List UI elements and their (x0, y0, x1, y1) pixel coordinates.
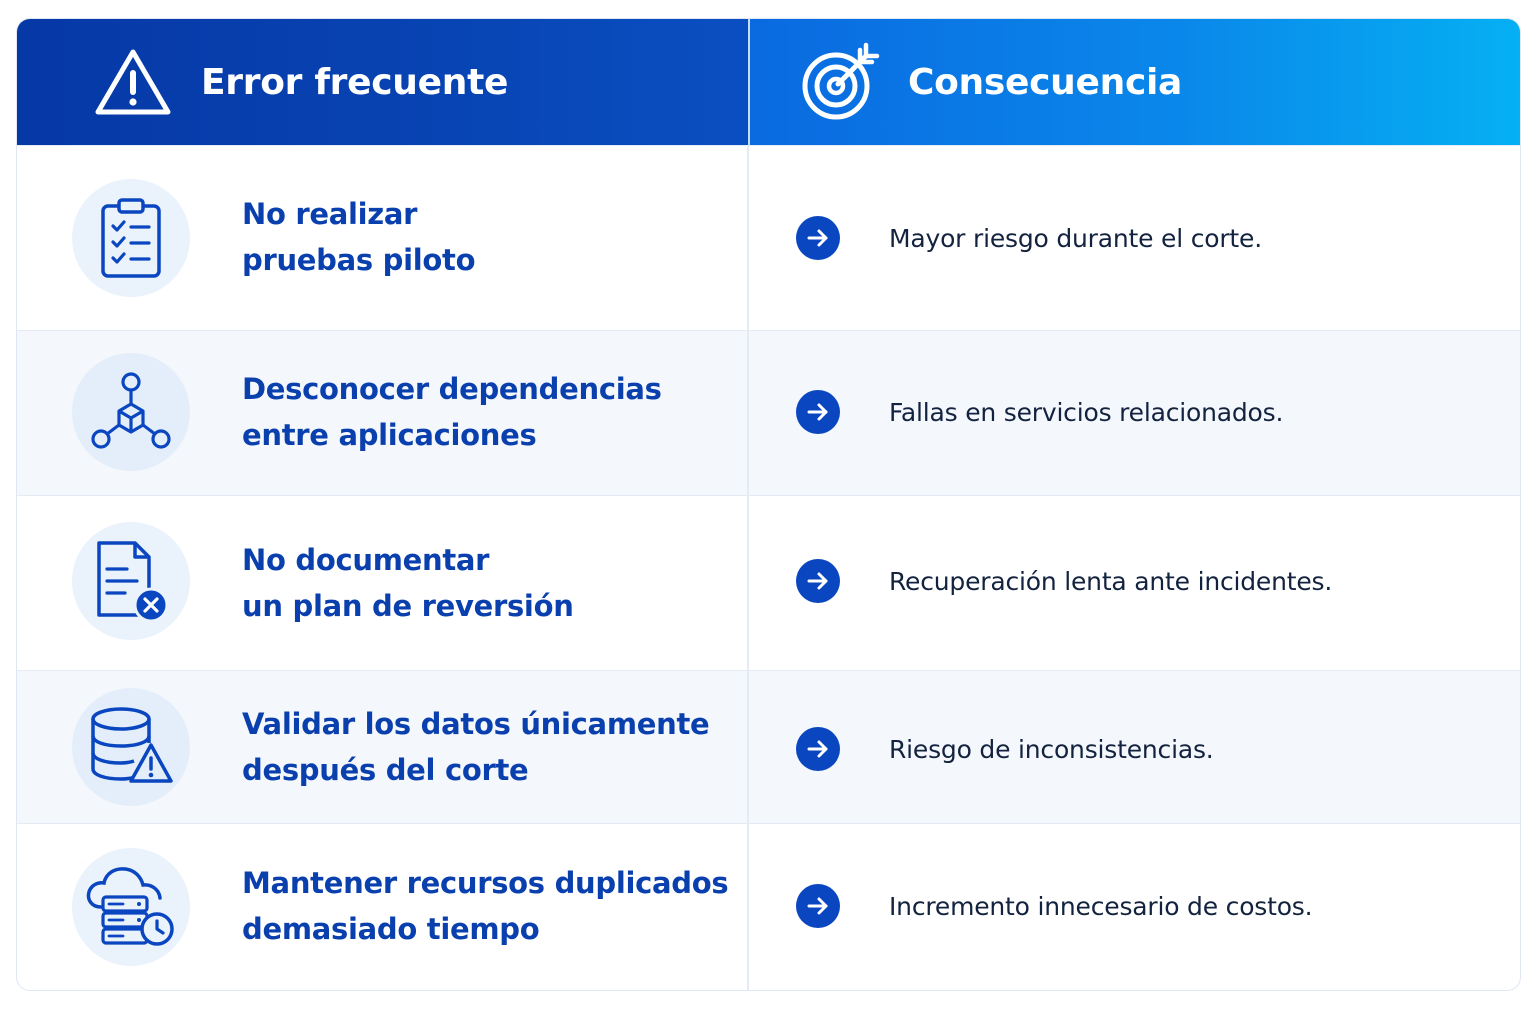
table-header (17, 19, 1520, 145)
consequence-text: Mayor riesgo durante el corte. (889, 224, 1262, 253)
header-error (17, 19, 748, 145)
error-line-2: demasiado tiempo (242, 912, 540, 946)
header-consequence-title: Consecuencia (908, 61, 1183, 103)
consequence-text: Fallas en servicios relacionados. (889, 398, 1284, 427)
checklist-clipboard-icon (72, 179, 190, 297)
column-divider (747, 331, 749, 495)
arrow-right-icon (796, 216, 840, 260)
document-error-icon (72, 522, 190, 640)
consequence-text: Recuperación lenta ante incidentes. (889, 567, 1333, 596)
error-line-1: Desconocer dependencias (242, 372, 662, 406)
table-row (17, 823, 1520, 991)
table-row (17, 145, 1520, 330)
column-divider (747, 496, 749, 670)
consequence-text: Incremento innecesario de costos. (889, 892, 1313, 921)
error-line-1: No realizar (242, 197, 418, 231)
error-text (242, 191, 722, 283)
column-divider (747, 671, 749, 823)
database-warning-icon (72, 688, 190, 806)
error-line-1: Validar los datos únicamente (242, 707, 710, 741)
error-line-2: un plan de reversión (242, 589, 574, 623)
arrow-right-icon (796, 727, 840, 771)
cloud-server-clock-icon (72, 848, 190, 966)
target-arrow-icon (798, 40, 882, 124)
errors-table (16, 18, 1521, 991)
error-line-2: pruebas piloto (242, 243, 476, 277)
arrow-right-icon (796, 390, 840, 434)
warning-triangle-icon (91, 40, 175, 124)
table-row (17, 670, 1520, 823)
arrow-right-icon (796, 884, 840, 928)
dependency-network-icon (72, 353, 190, 471)
error-line-2: entre aplicaciones (242, 418, 537, 452)
error-text (242, 537, 722, 629)
header-error-title: Error frecuente (201, 61, 509, 103)
arrow-right-icon (796, 559, 840, 603)
column-divider (747, 824, 749, 991)
table-row (17, 495, 1520, 670)
column-divider (747, 146, 749, 330)
consequence-text: Riesgo de inconsistencias. (889, 735, 1214, 764)
error-text (242, 860, 729, 952)
error-text (242, 701, 722, 793)
header-consequence (748, 19, 1521, 145)
table-row (17, 330, 1520, 495)
error-line-1: No documentar (242, 543, 490, 577)
error-line-1: Mantener recursos duplicados (242, 866, 729, 900)
error-line-2: después del corte (242, 753, 529, 787)
error-text (242, 366, 722, 458)
